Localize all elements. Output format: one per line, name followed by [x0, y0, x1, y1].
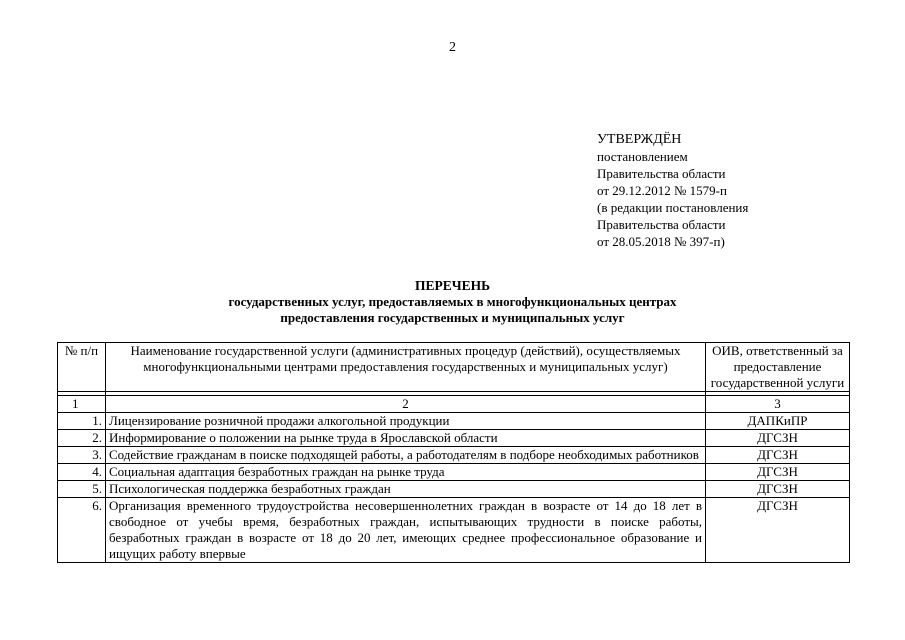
column-number: 2 [106, 396, 706, 413]
header-name: Наименование государственной услуги (административных процедур (действий), осуществляемых многофункциональными центрами предоставления государственных и муниципальных услуг) [106, 343, 706, 392]
services-table [57, 342, 850, 563]
row-service-name: Психологическая поддержка безработных граждан [106, 481, 706, 498]
row-oiv: ДГСЗН [706, 430, 850, 447]
row-num: 2. [58, 430, 106, 447]
row-oiv: ДАПКиПР [706, 413, 850, 430]
row-num: 4. [58, 464, 106, 481]
table-row [58, 413, 850, 430]
heading-subtitle-line1: государственных услуг, предоставляемых в многофункциональных центрах [228, 294, 677, 309]
heading-title: ПЕРЕЧЕНЬ [414, 278, 491, 293]
approval-line: (в редакции постановления [597, 200, 749, 215]
table-row [58, 447, 850, 464]
table-row [58, 481, 850, 498]
row-service-name: Организация временного трудоустройства несовершеннолетних граждан в возрасте от 14 до 18 лет в свободное от учебы время, безработных граждан, испытывающих трудности в поиске работы, безработных граждан в возрасте от 18 до 20 лет, имеющих среднее профессиональное образование и ищущих работу впервые [106, 498, 706, 563]
row-oiv: ДГСЗН [706, 481, 850, 498]
row-num: 3. [58, 447, 106, 464]
approval-line: от 28.05.2018 № 397-п) [597, 234, 725, 249]
approval-title: УТВЕРЖДЁН [597, 132, 682, 147]
row-service-name: Лицензирование розничной продажи алкогольной продукции [106, 413, 706, 430]
row-oiv: ДГСЗН [706, 498, 850, 563]
row-oiv: ДГСЗН [706, 447, 850, 464]
row-num: 6. [58, 498, 106, 563]
table-header-row [58, 343, 850, 392]
approval-block [597, 131, 748, 250]
approval-line: Правительства области [597, 217, 726, 232]
row-oiv: ДГСЗН [706, 464, 850, 481]
row-service-name: Информирование о положении на рынке труда в Ярославской области [106, 430, 706, 447]
document-heading [0, 278, 905, 326]
approval-line: постановлением [597, 149, 688, 164]
table-row [58, 498, 850, 563]
column-number: 3 [706, 396, 850, 413]
table-row [58, 430, 850, 447]
heading-subtitle-line2: предоставления государственных и муниципальных услуг [280, 310, 625, 325]
table-row [58, 464, 850, 481]
row-num: 1. [58, 413, 106, 430]
page-number: 2 [449, 40, 456, 55]
header-num: № п/п [58, 343, 106, 392]
approval-line: Правительства области [597, 166, 726, 181]
header-oiv: ОИВ, ответственный за предоставление государственной услуги [706, 343, 850, 392]
column-number: 1 [58, 396, 106, 413]
approval-line: от 29.12.2012 № 1579-п [597, 183, 727, 198]
row-num: 5. [58, 481, 106, 498]
column-number-row [58, 396, 850, 413]
row-service-name: Содействие гражданам в поиске подходящей работы, а работодателям в подборе необходимых работников [106, 447, 706, 464]
row-service-name: Социальная адаптация безработных граждан на рынке труда [106, 464, 706, 481]
